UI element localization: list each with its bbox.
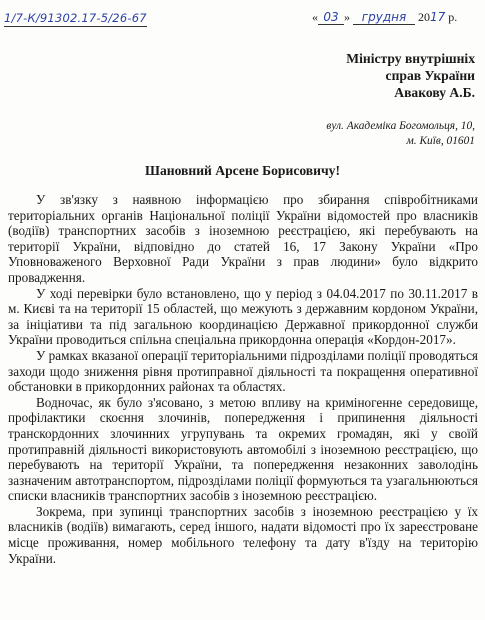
addressee-line: Авакову А.Б. (394, 85, 475, 100)
date-close-quote: » (344, 10, 350, 24)
date-open-quote: « (312, 10, 318, 24)
address-line: м. Київ, 01601 (406, 135, 475, 147)
salutation: Шановний Арсене Борисовичу! (145, 163, 340, 178)
letter-body (8, 192, 478, 566)
body-paragraph: У ході перевірки було встановлено, що у період з 04.04.2017 по 30.11.2017 в м. Києві та на території 15 областей, що межують з державним кордоном України, за ініціативи та під загальною координацією Державної прикордонної служби України проводиться спільна спеціальна прикордонна операція «Кордон-2017». (8, 285, 478, 348)
date-month: грудня (353, 10, 415, 25)
address-block (326, 119, 475, 149)
body-paragraph: У рамках вказаної операції територіальними підрозділами поліції проводяться заходи щодо зниження рівня протиправної діяльності та покращення оперативної обстановки в прикордонних районах та областях. (8, 347, 478, 395)
addressee-line: справ України (385, 68, 475, 83)
addressee-block (346, 50, 475, 101)
registration-number-text: 1/7-К/91302.17-5/26-67 (4, 11, 147, 25)
body-paragraph: Водночас, як було з'ясовано, з метою впливу на криміногенне середовище, профілактики скоєння злочинів, попередження і припинення діяльності транскордонних злочинних угрупувань та окремих громадян, які у своїй протиправній діяльності використовують автомобілі з іноземною реєстрацією, що перебувають на території України, та попередження незаконних заволодінь зазначеним автотранспортом, підрозділами поліції формуються та узагальнюються списки власників транспортних засобів з іноземною реєстрацією. (8, 394, 478, 504)
date-suffix: р. (448, 10, 458, 24)
body-paragraph: Зокрема, при зупинці транспортних засобів з іноземною реєстрацією у їх власників (водіїв) вимагають, серед іншого, надати відомості про їх зареєстроване місце проживання, номер мобільного телефону та дату в'їзду на територію України. (8, 503, 478, 566)
date-year-prefix: 20 (418, 10, 430, 24)
registration-number (4, 11, 147, 25)
registration-underline (4, 26, 147, 27)
addressee-line: Міністру внутрішніх (346, 51, 475, 66)
address-line: вул. Академіка Богомольця, 10, (326, 120, 475, 132)
body-paragraph: У зв'язку з наявною інформацією про збирання співробітниками територіальних органів Національної поліції України відомостей про власників (водіїв) транспортних засобів з іноземною реєстрацією, які перебувають на території України, відповідно до статей 16, 17 Закону України «Про Уповноваженого Верховної Ради України з прав людини» було відкрито провадження. (8, 192, 478, 285)
date-year-suffix: 17 (430, 10, 446, 24)
date-day: 03 (318, 10, 344, 25)
letter-date (312, 10, 457, 25)
